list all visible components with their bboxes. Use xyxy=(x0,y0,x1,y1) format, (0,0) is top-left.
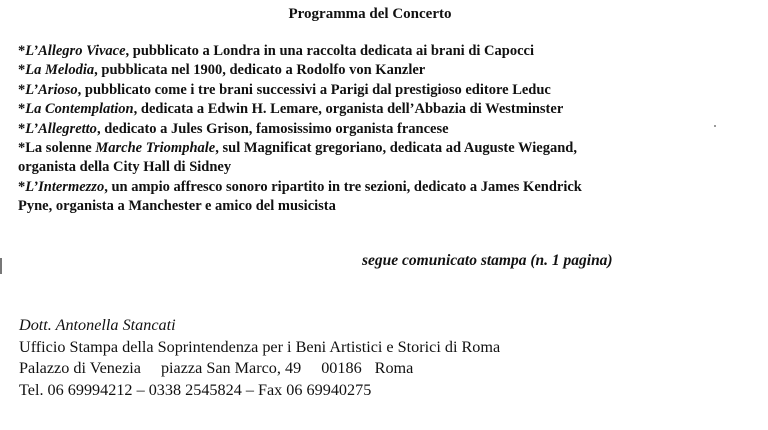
item-prefix: * xyxy=(18,81,26,98)
address-place: Palazzo di Venezia xyxy=(19,359,141,378)
item-prefix: * xyxy=(18,101,26,118)
page-title: Programma del Concerto xyxy=(288,6,452,22)
item-title: L’Arioso xyxy=(25,81,78,98)
item-title: La Melodia xyxy=(25,62,95,79)
program-item-marche-continuation: organista della City Hall di Sidney xyxy=(18,159,232,176)
program-item-marche-triomphale xyxy=(18,139,753,158)
item-title: L’Allegretto xyxy=(25,120,97,137)
item-text: , sul Magnificat gregoriano, dedicata ad Auguste Wiegand, xyxy=(215,140,577,157)
contact-phones: Tel. 06 69994212 – 0338 2545824 – Fax 06 69940275 xyxy=(19,380,372,399)
address-street: piazza San Marco, 49 xyxy=(160,359,302,378)
address-zip: 00186 xyxy=(321,359,362,378)
item-text: , dedicato a Jules Grison, famosissimo organista francese xyxy=(96,120,449,137)
program-item-arioso xyxy=(18,81,753,100)
program-item-allegretto xyxy=(18,120,753,139)
program-item-intermezzo xyxy=(18,178,753,197)
contact-address xyxy=(19,358,500,380)
program-item-contemplation xyxy=(18,100,753,119)
item-prefix: * xyxy=(18,62,26,79)
item-prefix: * xyxy=(18,43,26,59)
item-title: L’Intermezzo xyxy=(25,178,105,195)
item-title: La Contemplation xyxy=(25,101,134,118)
item-text: , pubblicata nel 1900, dedicato a Rodolfo von Kanzler xyxy=(94,62,426,79)
program-list xyxy=(18,42,753,217)
program-item-allegro-vivace xyxy=(18,42,753,61)
item-prefix: * xyxy=(18,178,26,195)
address-city: Roma xyxy=(374,359,414,378)
program-item-intermezzo-continuation: Pyne, organista a Manchester e amico del musicista xyxy=(18,198,336,215)
contact-office: Ufficio Stampa della Soprintendenza per i Beni Artistici e Storici di Roma xyxy=(19,337,501,356)
item-text: , pubblicato come i tre brani successivi a Parigi dal prestigioso editore Leduc xyxy=(77,81,551,98)
scan-edge-mark xyxy=(0,258,2,274)
item-text: , un ampio affresco sonoro ripartito in tre sezioni, dedicato a James Kendrick xyxy=(104,178,582,195)
item-title: Marche Triomphale xyxy=(95,140,216,157)
press-release-note: segue comunicato stampa (n. 1 pagina) xyxy=(362,252,613,269)
contact-name: Dott. Antonella Stancati xyxy=(19,316,176,334)
item-prefix: * xyxy=(18,120,26,137)
item-title: L’Allegro Vivace xyxy=(25,43,126,59)
item-text: , pubblicato a Londra in una raccolta dedicata ai brani di Capocci xyxy=(125,43,534,59)
contact-block xyxy=(19,315,500,401)
program-item-melodia xyxy=(18,61,753,80)
scan-speck xyxy=(714,125,716,127)
item-text: , dedicata a Edwin H. Lemare, organista dell’Abbazia di Westminster xyxy=(133,101,564,118)
item-prefix: *La solenne xyxy=(18,140,96,157)
